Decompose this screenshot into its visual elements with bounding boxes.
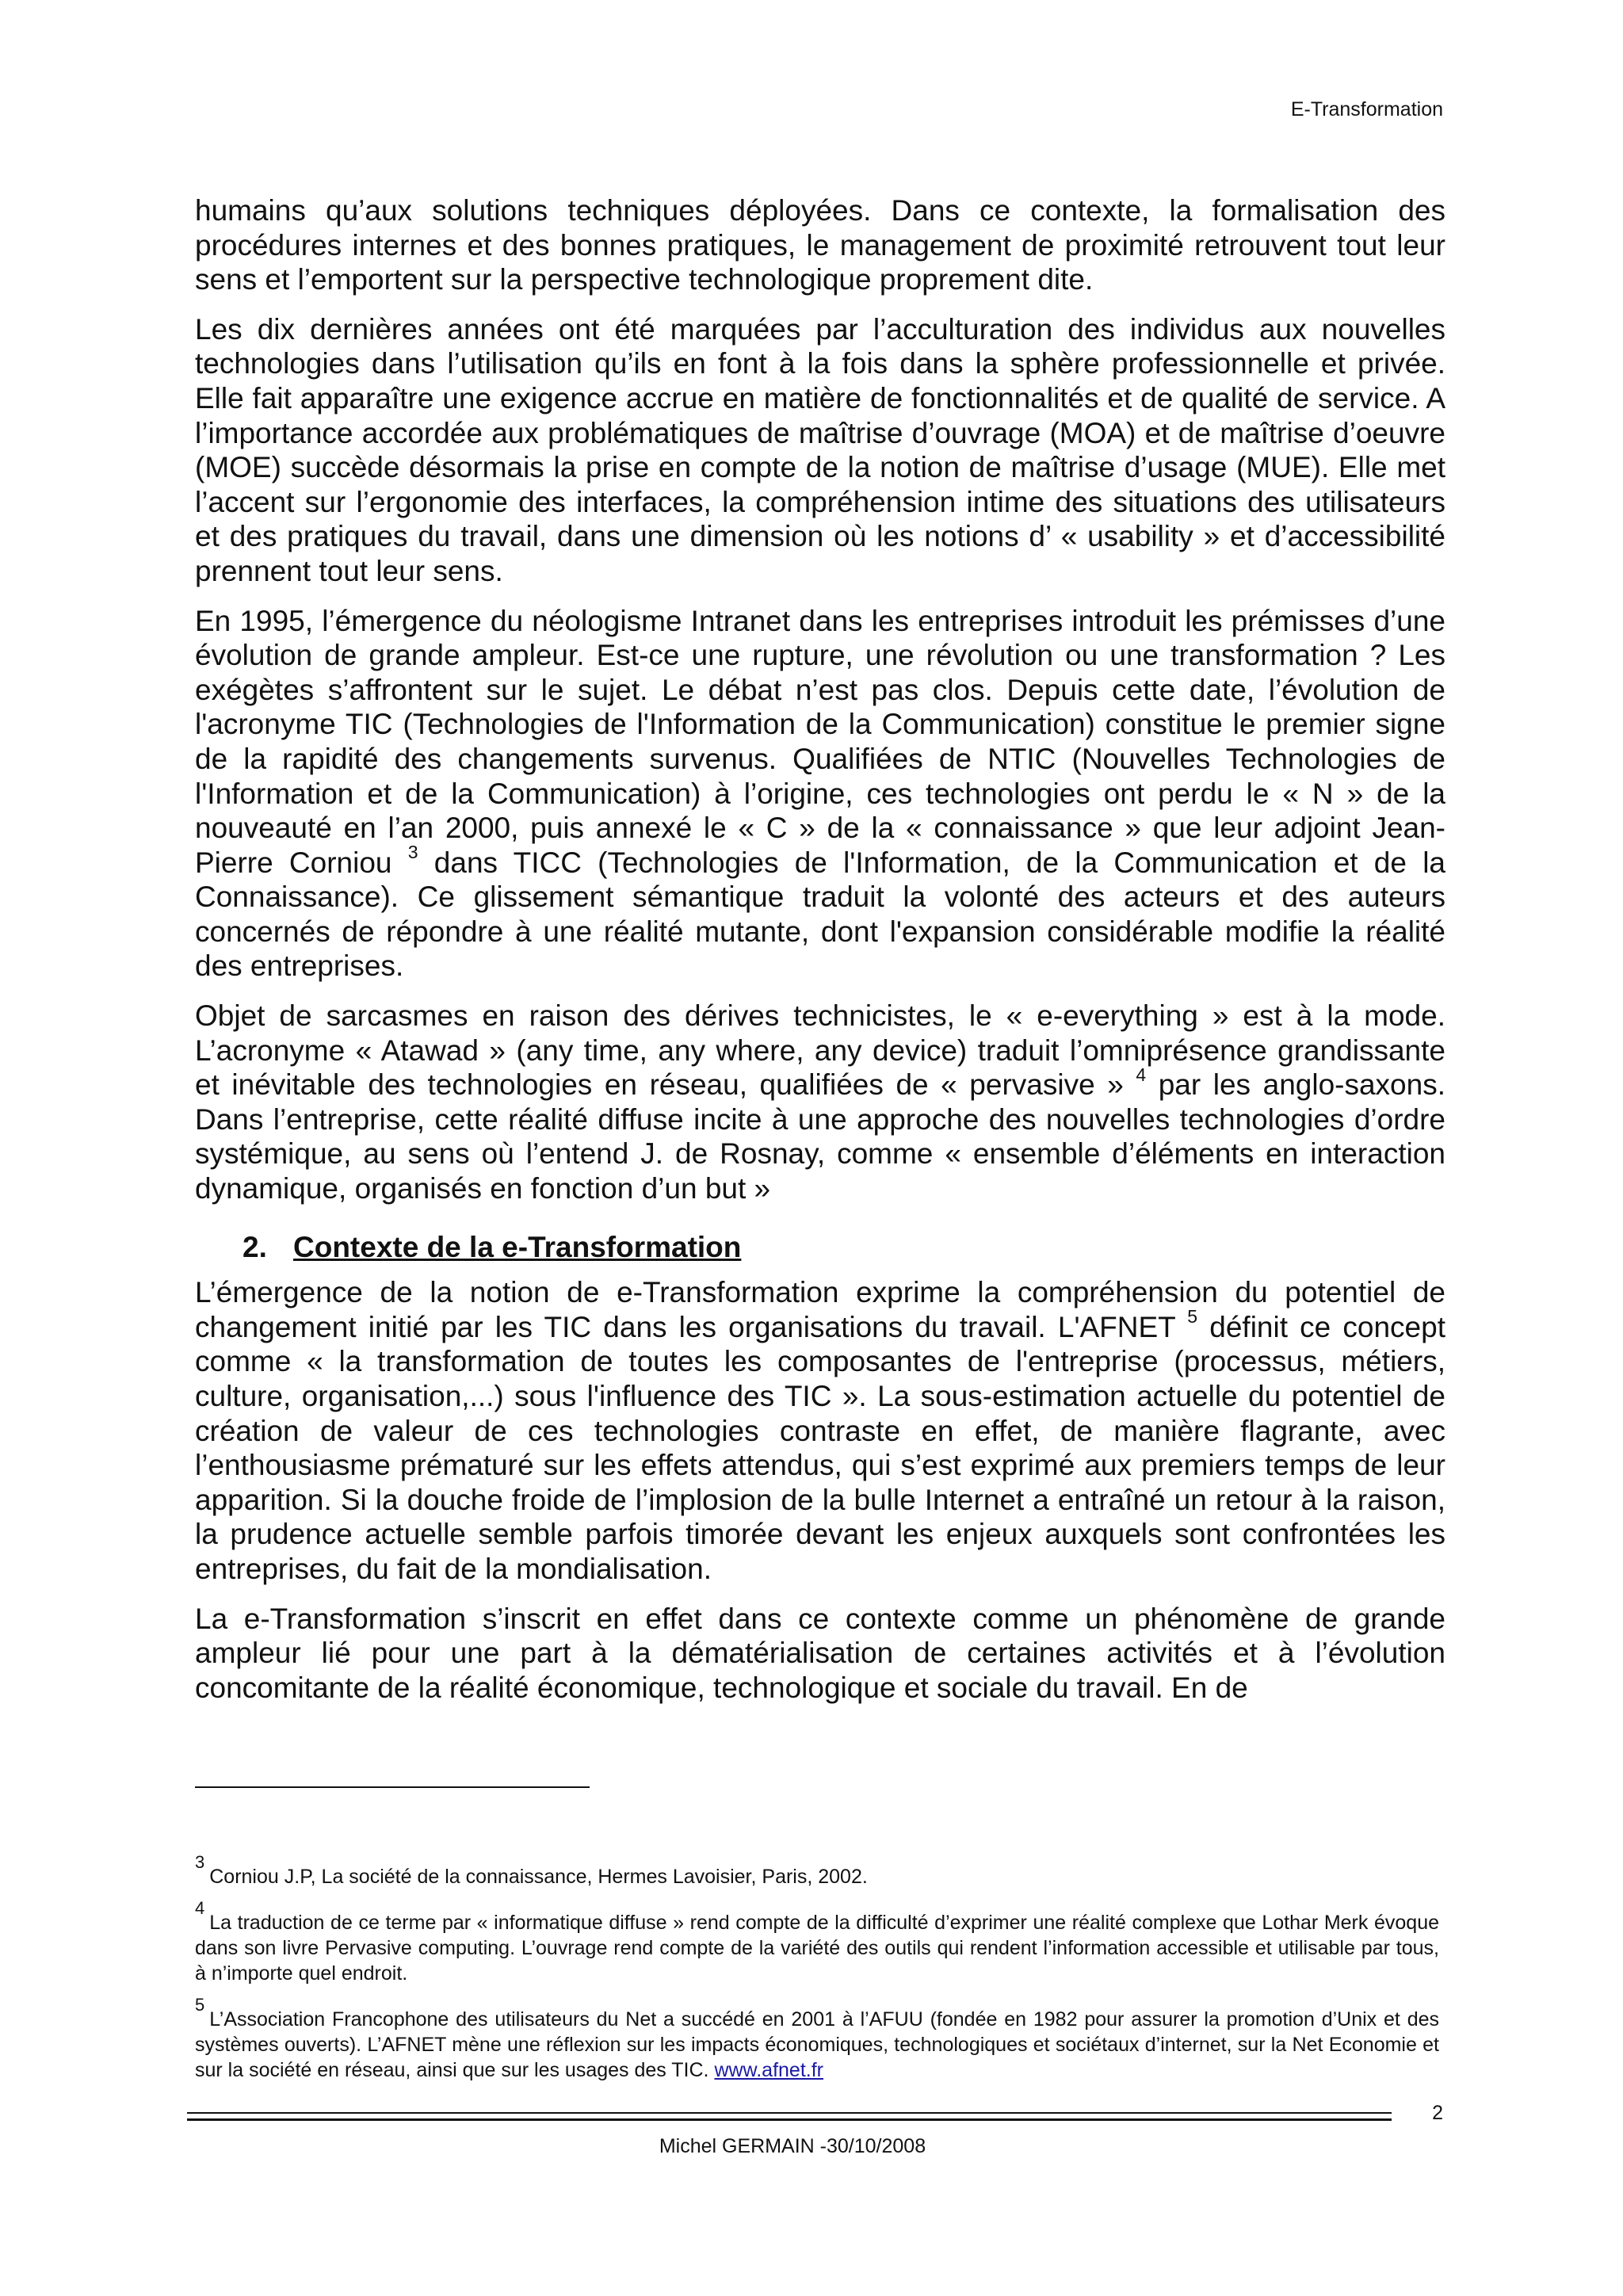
paragraph	[195, 999, 1445, 1206]
footnote-text: Corniou J.P, La société de la connaissance, Hermes Lavoisier, Paris, 2002.	[209, 1866, 868, 1888]
paragraph: La e-Transformation s’inscrit en effet dans ce contexte comme un phénomène de grande ampleur lié pour une part à la dématérialisation de certaines activités et à l’évolution concomitante de la réalité économique, technologique et sociale du travail. En de	[195, 1602, 1445, 1704]
footer-rule	[187, 2112, 1392, 2114]
footnote	[195, 1851, 1439, 1889]
running-head: E-Transformation	[1290, 98, 1443, 120]
paragraph: humains qu’aux solutions techniques déployées. Dans ce contexte, la formalisation des procédures internes et des bonnes pratiques, le management de proximité retrouvent tout leur sens et l’emportent sur la perspective technologique proprement dite.	[195, 194, 1445, 296]
afnet-link[interactable]: www.afnet.fr	[714, 2059, 824, 2081]
paragraph-text: En 1995, l’émergence du néologisme Intranet dans les entreprises introduit les prémisses d’une évolution de grande ampleur. Est-ce une rupture, une révolution ou une transformation ? Les exégètes s’affrontent sur le sujet. Le débat n’est pas clos. Depuis cette date, l’évolution de l'acronyme TIC (Technologies de l'Information de la Communication) constitue le premier signe de la rapidité des changements survenus. Qualifiées de NTIC (Nouvelles Technologies de l'Information et de la Communication) à l’origine, ces technologies ont perdu le « N » de la nouveauté en l’an 2000, puis annexé le « C » de la « connaissance » que leur adjoint Jean-Pierre Corniou	[195, 604, 1445, 879]
page-number: 2	[1432, 2102, 1443, 2124]
footer-rule	[187, 2118, 1392, 2121]
footnote-separator	[195, 1786, 590, 1788]
paragraph-text: dans TICC (Technologies de l'Information, de la Communication et de la Connaissance). Ce glissement sémantique traduit la volonté des acteurs et des auteurs concernés de répondre à une réalité mutante, dont l'expansion considérable modifie la réalité des entreprises.	[195, 846, 1445, 983]
paragraph: Les dix dernières années ont été marquées par l’acculturation des individus aux nouvelles technologies dans l’utilisation qu’ils en font à la fois dans la sphère professionnelle et privée. Elle fait apparaître une exigence accrue en matière de fonctionnalités et de qualité de service. A l’importance accordée aux problématiques de maîtrise d’ouvrage (MOA) et de maîtrise d’oeuvre (MOE) succède désormais la prise en compte de la notion de maîtrise d’usage (MUE). Elle met l’accent sur l’ergonomie des interfaces, la compréhension intime des situations des utilisateurs et des pratiques du travail, dans une dimension où les notions d’ « usability » et d’accessibilité prennent tout leur sens.	[195, 312, 1445, 587]
footnote-ref-3[interactable]: 3	[407, 842, 418, 863]
section-heading	[242, 1230, 1445, 1265]
footer-author-date: Michel GERMAIN -30/10/2008	[659, 2135, 926, 2157]
section-number: 2.	[242, 1230, 267, 1263]
paragraph-text: L’émergence de la notion de e-Transformation exprime la compréhension du potentiel de changement initié par les TIC dans les organisations du travail. L'AFNET	[195, 1276, 1445, 1343]
paragraph-text: définit ce concept comme « la transformation de toutes les composantes de l'entreprise (processus, métiers, culture, organisation,...) sous l'influence des TIC ». La sous-estimation actuelle du potentiel de création de valeur de ces technologies contraste en effet, de manière flagrante, avec l’enthousiasme prématuré sur les effets attendus, qui s’est exprimé aux premiers temps de leur apparition. Si la douche froide de l’implosion de la bulle Internet a entraîné un retour à la raison, la prudence actuelle semble parfois timorée devant les enjeux auxquels sont confrontées les entreprises, du fait de la mondialisation.	[195, 1310, 1445, 1585]
footnote	[195, 1994, 1439, 2083]
footnote-ref-4[interactable]: 4	[1136, 1064, 1147, 1085]
footnotes	[195, 1851, 1439, 2103]
body-text	[195, 193, 1445, 1720]
paragraph-text: par les anglo-saxons. Dans l’entreprise, cette réalité diffuse incite à une approche des nouvelles technologies d’ordre systémique, au sens où l’entend J. de Rosnay, comme « ensemble d’éléments en interaction dynamique, organisés en fonction d’un but »	[195, 1068, 1445, 1205]
footnote	[195, 1897, 1439, 1986]
footnote-number: 4	[195, 1897, 205, 1918]
footnote-ref-5[interactable]: 5	[1187, 1306, 1198, 1328]
footnote-text: L’Association Francophone des utilisateurs du Net a succédé en 2001 à l’AFUU (fondée en 1982 pour assurer la promotion d’Unix et des systèmes ouverts). L’AFNET mène une réflexion sur les impacts économiques, technologiques et sociétaux d’internet, sur la Net Economie et sur la société en réseau, ainsi que sur les usages des TIC.	[195, 2008, 1439, 2081]
section-title: Contexte de la e-Transformation	[293, 1230, 742, 1263]
footnote-number: 3	[195, 1851, 205, 1872]
paragraph	[195, 1275, 1445, 1586]
paragraph	[195, 604, 1445, 984]
footnote-number: 5	[195, 1994, 205, 2015]
paragraph-text: Objet de sarcasmes en raison des dérives technicistes, le « e-everything » est à la mode. L’acronyme « Atawad » (any time, any where, any device) traduit l’omniprésence grandissante et inévitable des technologies en réseau, qualifiées de « pervasive »	[195, 999, 1445, 1102]
footnote-text: La traduction de ce terme par « informatique diffuse » rend compte de la difficulté d’exprimer une réalité complexe que Lothar Merk évoque dans son livre Pervasive computing. L’ouvrage rend compte de la variété des outils qui rendent l’information accessible et utilisable par tous, à n’importe quel endroit.	[195, 1912, 1439, 1985]
